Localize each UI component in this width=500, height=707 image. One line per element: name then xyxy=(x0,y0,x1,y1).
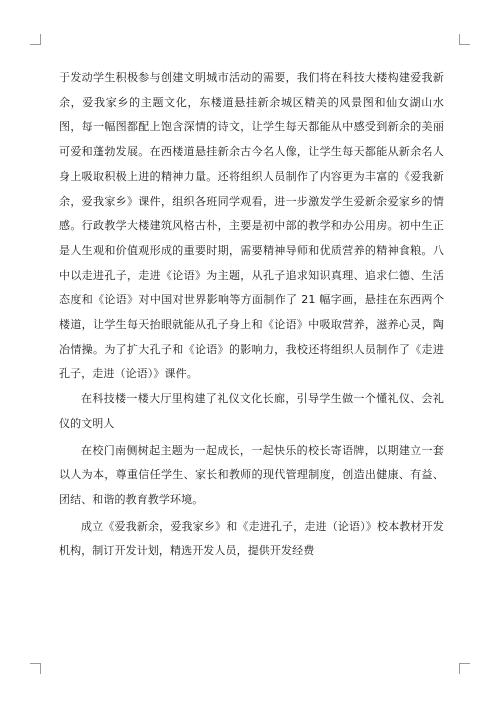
crop-mark-top-right xyxy=(459,34,470,45)
paragraph-3: 在校门南侧树起主题为一起成长，一起快乐的校长寄语牌，以期建立一套以人为本，尊重信任学生、家长和教师的现代管理制度，创造出健康、有益、团结、和谐的教育教学环境。 xyxy=(59,443,444,506)
document-body xyxy=(59,66,444,564)
paragraph-2: 在科技楼一楼大厅里构建了礼仪文化长廊，引导学生做一个懂礼仪、会礼仪的文明人 xyxy=(59,392,444,430)
crop-mark-top-left xyxy=(30,34,41,45)
paragraph-4: 成立《爱我新余，爱我家乡》和《走进孔子，走进（论语）》校本教材开发机构，制订开发计划，精选开发人员，提供开发经费 xyxy=(59,519,444,558)
crop-mark-bottom-left xyxy=(30,663,41,674)
paragraph-1: 于发动学生积极参与创建文明城市活动的需要，我们将在科技大楼构建爱我新余，爱我家乡的主题文化，东楼道悬挂新余城区精美的风景图和仙女湖山水图，每一幅图都配上饱含深情的诗文，让学生每天都能从中感受到新余的美丽可爱和蓬勃发展。在西楼道悬挂新余古今名人像，让学生每天都能从新余名人身上吸取积极上进的精神力量。还将组织人员制作了内容更为丰富的《爱我新余，爱我家乡》课件，组织各班同学观看，进一步激发学生爱新余爱家乡的情感。行政教学大楼建筑风格古朴，主要是初中部的教学和办公用房。初中生正是人生观和价值观形成的重要时期，需要精神导师和优质营养的精神食粮。八中以走进孔子，走进《论语》为主题，从孔子追求知识真理、追求仁德、生活态度和《论语》对中国对世界影响等方面制作了 21 幅字画，悬挂在东西两个楼道，让学生每天抬眼就能从孔子身上和《论语》中吸取营养，滋养心灵，陶冶情操。为了扩大孔子和《论语》的影响力，我校还将组织人员制作了《走进孔子，走进（论语）》课件。 xyxy=(59,71,444,381)
crop-mark-bottom-right xyxy=(459,663,470,674)
